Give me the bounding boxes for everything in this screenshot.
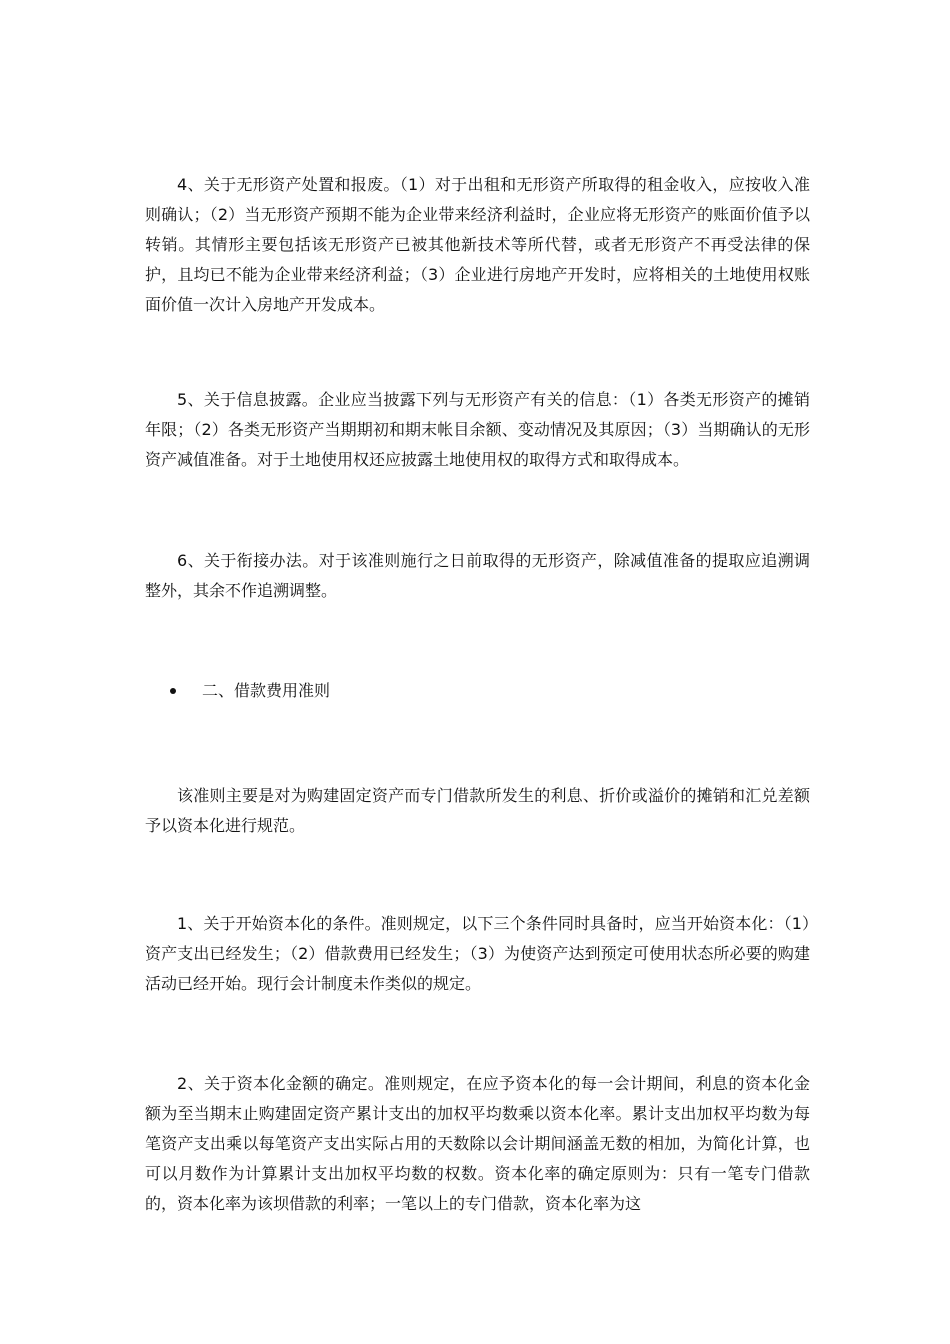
paragraph-transition-method: 6、关于衔接办法。对于该准则施行之日前取得的无形资产，除减值准备的提取应追溯调整外，其余不作追溯调整。 [145, 551, 810, 600]
section-heading-borrowing-costs [170, 676, 330, 706]
paragraph-standard-overview: 该准则主要是对为购建固定资产而专门借款所发生的利息、折价或溢价的摊销和汇兑差额予以资本化进行规范。 [145, 786, 810, 835]
bullet-dot-icon [170, 688, 176, 694]
paragraph-capitalization-amount: 2、关于资本化金额的确定。准则规定，在应予资本化的每一会计期间，利息的资本化金额为至当期末止购建固定资产累计支出的加权平均数乘以资本化率。累计支出加权平均数为每笔资产支出乘以每笔资产支出实际占用的天数除以会计期间涵盖无数的相加，为简化计算，也可以月数作为计算累计支出加权平均数的权数。资本化率的确定原则为：只有一笔专门借款的，资本化率为该坝借款的利率；一笔以上的专门借款，资本化率为这 [145, 1074, 810, 1213]
section-heading-text: 二、借款费用准则 [202, 681, 331, 700]
paragraph-information-disclosure: 5、关于信息披露。企业应当披露下列与无形资产有关的信息：（1）各类无形资产的摊销年限；（2）各类无形资产当期期初和期末帐目余额、变动情况及其原因；（3）当期确认的无形资产减值准备。对于土地使用权还应披露土地使用权的取得方式和取得成本。 [145, 390, 810, 469]
paragraph-intangible-disposal: 4、关于无形资产处置和报废。（1）对于出租和无形资产所取得的租金收入，应按收入准则确认；（2）当无形资产预期不能为企业带来经济利益时，企业应将无形资产的账面价值予以转销。其情形主要包括该无形资产已被其他新技术等所代替，或者无形资产不再受法律的保护，且均已不能为企业带来经济利益；（3）企业进行房地产开发时，应将相关的土地使用权账面价值一次计入房地产开发成本。 [145, 175, 810, 314]
paragraph-capitalization-start: 1、关于开始资本化的条件。准则规定，以下三个条件同时具备时，应当开始资本化：（1）资产支出已经发生；（2）借款费用已经发生；（3）为使资产达到预定可使用状态所必要的购建活动已经开始。现行会计制度未作类似的规定。 [145, 914, 810, 993]
